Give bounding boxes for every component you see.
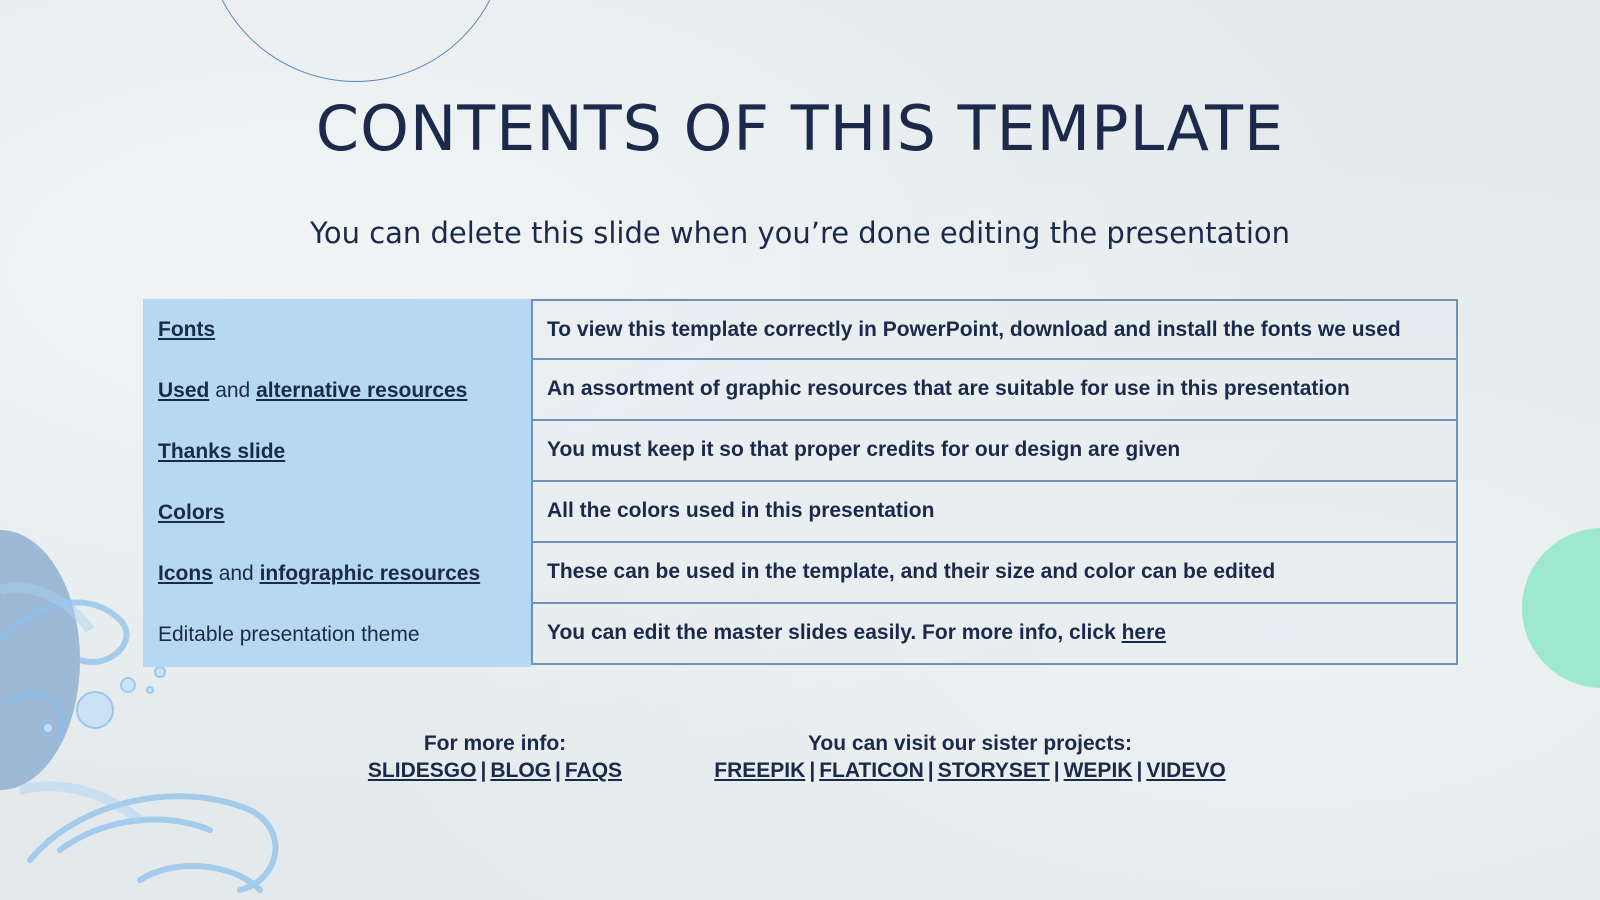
- link-slidesgo[interactable]: SLIDESGO: [367, 759, 477, 782]
- link-separator: |: [1136, 759, 1143, 782]
- cell-text: An assortment of graphic resources that are suitable for use in this presentation: [547, 377, 1350, 400]
- link-faqs[interactable]: FAQS: [564, 759, 623, 782]
- cell-text: Editable presentation theme: [158, 623, 420, 646]
- table-row: [143, 604, 1458, 665]
- more-info-section: [330, 730, 660, 784]
- resource-description-cell: [531, 604, 1458, 665]
- cell-text: and: [212, 562, 260, 585]
- cell-text: You can edit the master slides easily. For more info, click: [547, 621, 1122, 644]
- contents-table: [143, 299, 1458, 667]
- link-fonts[interactable]: Fonts: [158, 318, 216, 341]
- resource-name-cell: [158, 604, 528, 665]
- more-info-links: [330, 757, 660, 784]
- resource-description-cell: [531, 421, 1458, 482]
- more-info-label: For more info:: [423, 732, 567, 755]
- sister-project-links: [700, 757, 1240, 784]
- link-wepik[interactable]: WEPIK: [1063, 759, 1133, 782]
- link-storyset[interactable]: STORYSET: [937, 759, 1050, 782]
- link-separator: |: [555, 759, 561, 782]
- link-separator: |: [809, 759, 816, 782]
- link-alternative-resources[interactable]: alternative resources: [256, 379, 468, 402]
- link-freepik[interactable]: FREEPIK: [714, 759, 806, 782]
- link-flaticon[interactable]: FLATICON: [819, 759, 924, 782]
- link-used[interactable]: Used: [158, 379, 210, 402]
- resource-name-cell: [158, 360, 528, 421]
- cell-text: You must keep it so that proper credits for our design are given: [547, 438, 1181, 461]
- link-infographic-resources[interactable]: infographic resources: [259, 562, 481, 585]
- table-row: [143, 299, 1458, 360]
- decorative-green-circle: [1522, 528, 1600, 688]
- sister-projects-section: [700, 730, 1240, 784]
- link-thanks-slide[interactable]: Thanks slide: [158, 440, 286, 463]
- page-title: CONTENTS OF THIS TEMPLATE: [315, 92, 1285, 165]
- link-icons[interactable]: Icons: [158, 562, 213, 585]
- resource-description-cell: [531, 543, 1458, 604]
- table-row: [143, 421, 1458, 482]
- sister-projects-label: You can visit our sister projects:: [807, 732, 1133, 755]
- link-here[interactable]: here: [1121, 621, 1166, 644]
- resource-description-cell: [531, 360, 1458, 421]
- link-separator: |: [1053, 759, 1060, 782]
- cell-text: All the colors used in this presentation: [547, 499, 935, 522]
- subtitle: You can delete this slide when you’re done editing the presentation: [309, 216, 1290, 250]
- cell-text: These can be used in the template, and their size and color can be edited: [547, 560, 1276, 583]
- link-separator: |: [480, 759, 487, 782]
- link-blog[interactable]: BLOG: [490, 759, 551, 782]
- table-row: [143, 360, 1458, 421]
- resource-description-cell: [531, 299, 1458, 360]
- link-separator: |: [927, 759, 934, 782]
- resource-name-cell: [158, 543, 528, 604]
- decorative-outline-circle: [205, 0, 507, 82]
- resource-name-cell: [158, 421, 528, 482]
- table-row: [143, 543, 1458, 604]
- resource-description-cell: [531, 482, 1458, 543]
- resource-name-cell: [158, 482, 528, 543]
- link-videvo[interactable]: VIDEVO: [1146, 759, 1226, 782]
- table-row: [143, 482, 1458, 543]
- resource-name-cell: [158, 299, 528, 360]
- link-colors[interactable]: Colors: [158, 501, 225, 524]
- cell-text: To view this template correctly in PowerPoint, download and install the fonts we used: [547, 318, 1401, 341]
- cell-text: and: [209, 379, 257, 402]
